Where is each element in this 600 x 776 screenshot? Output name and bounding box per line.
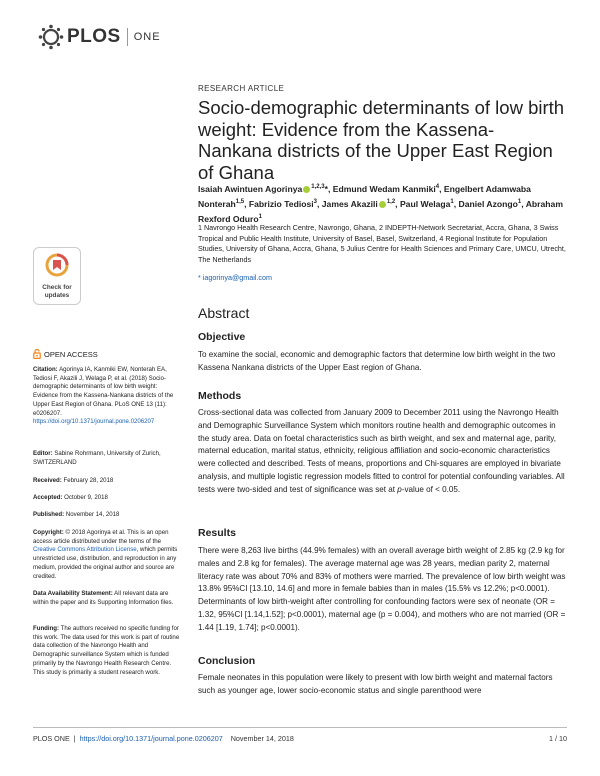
author-affiliation-sup: 4 bbox=[435, 184, 440, 190]
received-block bbox=[33, 477, 183, 486]
accepted-label: Accepted: bbox=[33, 494, 63, 501]
author-name: Paul Welaga bbox=[399, 198, 451, 209]
logo-word: PLOS bbox=[67, 26, 121, 47]
conclusion-heading: Conclusion bbox=[198, 655, 256, 667]
author-affiliation-sup: 1 bbox=[517, 198, 522, 205]
conclusion-text: Female neonates in this population were likely to present with low birth weight and maternal factors such as younger age, lower socio-economic status and single parenthood were bbox=[198, 673, 553, 695]
author-name: Edmund Wedam Kanmiki bbox=[332, 183, 436, 194]
abstract-heading: Abstract bbox=[198, 305, 250, 321]
open-access-label bbox=[33, 349, 98, 359]
citation-label: Citation: bbox=[33, 366, 58, 373]
objective-heading: Objective bbox=[198, 331, 246, 343]
editor-text: Sabine Rohrmann, University of Zurich, SWITZERLAND bbox=[33, 450, 161, 466]
citation-block bbox=[33, 366, 183, 427]
author-name: Fabrizio Tediosi bbox=[248, 198, 314, 209]
received-text: February 28, 2018 bbox=[63, 477, 114, 484]
author-affiliation-sup: 1 bbox=[450, 198, 454, 205]
author-affiliation-sup: 1,2,3 bbox=[311, 184, 325, 190]
footer-sep: | bbox=[71, 734, 78, 743]
author-name: Daniel Azongo bbox=[458, 198, 518, 209]
author-affiliation-sup: 1,5 bbox=[235, 198, 245, 205]
methods-heading: Methods bbox=[198, 390, 242, 402]
page-footer bbox=[33, 734, 567, 743]
footer-doi-link[interactable]: https://doi.org/10.1371/journal.pone.0206207 bbox=[79, 734, 223, 743]
results-text: There were 8,263 live births (44.9% females) with an overall average birth weight of 2.85 kg (2.9 kg for males and 2.8 kg for females). The average maternal age was 28 years, median parity 2, maternal literacy rate was about 70% and 83% of mothers were married. The prevalence of low birth weight was 13.8% 95%CI [13.10, 14.6] and more in female babies than in males (15.5% vs 12.2%; p<0.0001). Determinants of low birth-weight after controlling for confounding factors were sex of neonate (OR = 1.32, 95%CI [1.14,1.52]; p<0.0001), maternal age (p = 0.004), and mothers who are not married (OR = 1.44 [1.19, 1.74]; p<0.0001). bbox=[198, 546, 566, 632]
author-name: Engelbert Adamwaba Nonterah bbox=[198, 183, 531, 209]
published-text: November 14, 2018 bbox=[65, 511, 120, 518]
author-affiliation-sup: 3 bbox=[313, 198, 317, 205]
author-affiliation-sup: 1 bbox=[258, 213, 262, 220]
open-access-text: OPEN ACCESS bbox=[44, 349, 98, 359]
copyright-block bbox=[33, 529, 183, 581]
check-updates-icon bbox=[45, 253, 69, 277]
funding-label: Funding: bbox=[33, 625, 60, 632]
data-availability-block bbox=[33, 590, 183, 607]
citation-doi-link[interactable]: https://doi.org/10.1371/journal.pone.0206207 bbox=[33, 418, 155, 426]
citation-text: Agorinya IA, Kanmiki EW, Nonterah EA, Tediosi F, Akazili J, Welaga P, et al. (2018) Socio-demographic determinants of low birth weight: Evidence from the Kassena-Nankana districts of the Upper East Region of Ghana. PLoS ONE 13 (11): e0206207. bbox=[33, 366, 174, 417]
check-updates-label: Check for updates bbox=[42, 284, 72, 299]
methods-text: Cross-sectional data was collected from January 2009 to December 2011 using the Navrongo Health and Demographic Surveillance System which monitors routine health and demographic outcomes in the study area. Data on foetal characteristics such as birth weight, and sex and maternal age, parity, maternal education, marital status, ethnicity, religious affiliation and socio-economic characteristics were collected and described. Tests of means, proportions and Chi-squares are employed in bivariate analysis, and multiple logistic regression models fitted to control for potential confounding variables. All tests were two-sided and test of significance was set at p-value of < 0.05. bbox=[198, 408, 565, 494]
received-label: Received: bbox=[33, 477, 62, 484]
data-availability-text: All relevant data are within the paper and its Supporting Information files. bbox=[33, 590, 174, 606]
author-name: Isaiah Awintuen Agorinya bbox=[198, 183, 303, 194]
check-for-updates-badge[interactable] bbox=[33, 247, 81, 305]
affiliations: 1 Navrongo Health Research Centre, Navrongo, Ghana, 2 INDEPTH-Network Secretariat, Accra, Ghana, 3 Swiss Tropical and Public Health Institute, University of Basel, Basel, Switzerland, 4 Regional Institute for Population Studies, University of Ghana, Accra, Ghana, 5 Julius Centre for Health Sciences and Primary Care, UMCU, Utrecht, The Netherlands bbox=[198, 223, 566, 264]
author-affiliation-sup: 1,2 bbox=[386, 198, 396, 205]
orcid-icon[interactable] bbox=[379, 201, 386, 208]
editor-block bbox=[33, 450, 183, 467]
author-name: Abraham Rexford Oduro bbox=[198, 198, 563, 224]
data-availability-label: Data Availability Statement: bbox=[33, 590, 113, 597]
plos-logo-icon bbox=[38, 24, 64, 50]
editor-label: Editor: bbox=[33, 450, 53, 457]
corresponding-marker: * bbox=[324, 183, 328, 194]
copyright-pre: © 2018 Agorinya et al. This is an open access article distributed under the terms of the bbox=[33, 529, 169, 545]
accepted-block bbox=[33, 494, 183, 503]
orcid-icon[interactable] bbox=[303, 186, 310, 193]
author-name: James Akazili bbox=[321, 198, 378, 209]
copyright-label: Copyright: bbox=[33, 529, 64, 536]
footer-rule bbox=[33, 727, 567, 728]
logo-journal: ONE bbox=[133, 31, 161, 43]
article-title: Socio-demographic determinants of low birth weight: Evidence from the Kassena-Nankana districts of the Upper East Region of Ghana bbox=[198, 97, 565, 183]
funding-block bbox=[33, 625, 183, 677]
objective-text: To examine the social, economic and demographic factors that determine low birth weight in the two Kassena Nankana districts of the Upper East region of Ghana. bbox=[198, 350, 556, 372]
results-heading: Results bbox=[198, 527, 236, 539]
open-lock-icon bbox=[33, 349, 41, 359]
published-label: Published: bbox=[33, 511, 65, 518]
copyright-post: , which permits unrestricted use, distribution, and reproduction in any medium, provided the original author and source are credited. bbox=[33, 546, 178, 580]
footer-page-number: 1 / 10 bbox=[549, 734, 567, 743]
author-list: Isaiah Awintuen Agorinya $^{1,2,3}$*, Edmund Wedam Kanmiki$^4$, Engelbert Adamwaba Nonterah$^{1,5}$, Fabrizio Tediosi$^3$, James Akazili $^{1,2}$, Paul Welaga$^1$, Daniel Azongo$^1$, Abraham Rexford Oduro$^1$ bbox=[198, 183, 563, 224]
footer-journal: PLOS ONE bbox=[33, 734, 70, 743]
corresponding-email[interactable]: * iagorinya@gmail.com bbox=[198, 273, 273, 282]
license-link[interactable]: Creative Commons Attribution License bbox=[33, 546, 137, 554]
logo-separator bbox=[127, 28, 128, 46]
footer-date: November 14, 2018 bbox=[230, 734, 294, 743]
published-block bbox=[33, 511, 183, 520]
plos-one-logo[interactable] bbox=[38, 22, 161, 52]
accepted-text: October 9, 2018 bbox=[64, 494, 108, 501]
funding-text: The authors received no specific funding for this work. The data used for this work is part of routine data collection of the Navrongo Health and Demographic surveillance System which is funded primarily by the Navrongo Health Research Centre. This study is primarily a student research work. bbox=[33, 625, 180, 676]
article-type: RESEARCH ARTICLE bbox=[198, 84, 285, 93]
